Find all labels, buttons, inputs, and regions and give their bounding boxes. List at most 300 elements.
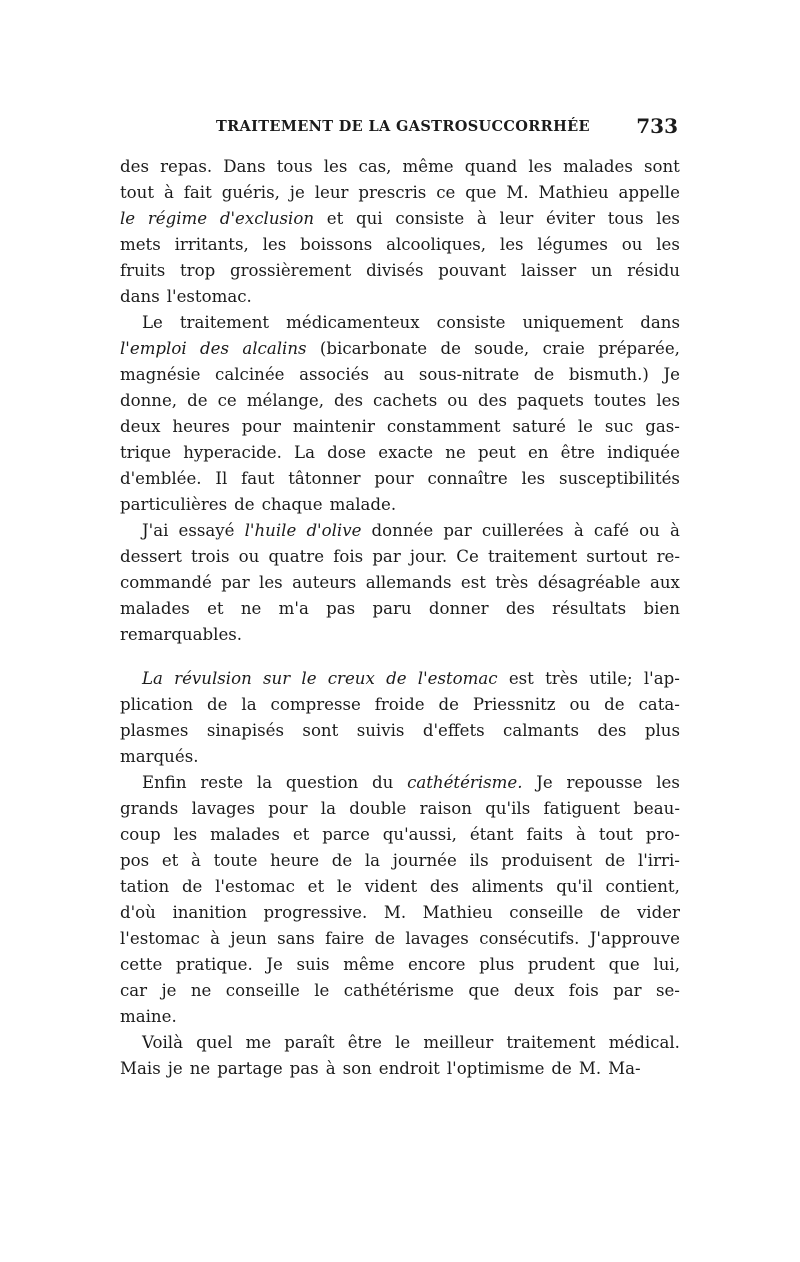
word: fatiguent: [543, 799, 621, 818]
word: double: [349, 799, 407, 818]
word: de: [533, 365, 555, 384]
word: de: [234, 495, 255, 514]
word: leur: [314, 183, 349, 202]
word: car: [120, 981, 148, 1000]
text-line: [120, 874, 680, 900]
word: divisés: [366, 261, 424, 280]
word: les: [173, 825, 198, 844]
word: ils: [469, 851, 489, 870]
word: les: [499, 235, 524, 254]
word: sont: [643, 157, 680, 176]
text-line: [120, 362, 680, 388]
word: hyperacide.: [183, 443, 282, 462]
word: craie: [542, 339, 585, 358]
word: de: [438, 695, 459, 714]
word: Ce: [456, 547, 479, 566]
word: malades: [210, 825, 280, 844]
word: l'estomac: [120, 929, 200, 948]
word: ne: [240, 599, 262, 618]
word: auteurs: [292, 573, 357, 592]
text-line: [120, 570, 680, 596]
word: par: [372, 547, 401, 566]
paragraph: [120, 518, 680, 648]
word: fois: [333, 547, 364, 566]
word: des: [334, 391, 363, 410]
word: de: [386, 669, 407, 688]
word: saturé: [512, 417, 566, 436]
word: l'optimisme: [446, 1059, 545, 1078]
word: médical.: [608, 1033, 680, 1052]
word: paquets: [517, 391, 584, 410]
word: l'emploi: [120, 339, 187, 358]
word: vident: [364, 877, 418, 896]
text-line: [120, 596, 680, 622]
word: des: [429, 877, 459, 896]
text-line: [120, 492, 680, 518]
word: sont: [302, 721, 339, 740]
word: le: [577, 417, 593, 436]
word: gas-: [645, 417, 680, 436]
word: lui,: [653, 955, 680, 974]
word: sans: [277, 929, 315, 948]
word: connaître: [427, 469, 508, 488]
word: contient,: [605, 877, 680, 896]
word: J'approuve: [589, 929, 680, 948]
word: tous: [607, 209, 644, 228]
word: je: [161, 981, 177, 1000]
word: aux: [649, 573, 680, 592]
word: le: [395, 1033, 411, 1052]
word: compresse: [270, 695, 361, 714]
word: le: [120, 209, 136, 228]
word: conseille: [225, 981, 300, 1000]
word: ou: [621, 235, 643, 254]
word: reste: [200, 773, 244, 792]
word: heure: [270, 851, 320, 870]
word: malades: [563, 157, 633, 176]
word: toutes: [593, 391, 647, 410]
word: trique: [120, 443, 172, 462]
word: Priessnitz: [472, 695, 556, 714]
word: donne,: [120, 391, 178, 410]
word: trois: [191, 547, 230, 566]
word: indiquée: [607, 443, 680, 462]
word: meilleur: [423, 1033, 494, 1052]
word: à: [573, 521, 584, 540]
text-line: [120, 310, 680, 336]
word: légumes: [537, 235, 608, 254]
word: de: [331, 851, 353, 870]
word: sinapisés: [206, 721, 285, 740]
word: paru: [372, 599, 412, 618]
word: je: [289, 183, 305, 202]
word: qu'ils: [485, 799, 531, 818]
body-text: [120, 154, 680, 1082]
word: l'estomac: [417, 669, 498, 688]
word: que: [608, 955, 640, 974]
word: tout: [598, 825, 633, 844]
word: qu'il: [556, 877, 593, 896]
word: pro-: [645, 825, 680, 844]
word: plication: [120, 695, 194, 714]
word: très: [545, 669, 578, 688]
word: vider: [636, 903, 680, 922]
word: bien: [643, 599, 680, 618]
text-line: [120, 622, 680, 648]
word: (bicarbonate: [319, 339, 428, 358]
text-line: [120, 1004, 680, 1030]
word: beau-: [633, 799, 680, 818]
word: à: [210, 929, 221, 948]
word: ou: [238, 547, 260, 566]
word: pos: [120, 851, 150, 870]
word: magnésie: [120, 365, 201, 384]
word: plus: [644, 721, 680, 740]
text-line: [120, 692, 680, 718]
word: Ma-: [608, 1059, 641, 1078]
word: peut: [477, 443, 516, 462]
word: la: [364, 851, 381, 870]
text-line: [120, 796, 680, 822]
word: sur: [263, 669, 291, 688]
word: m'a: [278, 599, 309, 618]
word: Mathieu: [538, 183, 609, 202]
word: à: [190, 851, 201, 870]
word: bismuth.): [568, 365, 649, 384]
word: boissons: [300, 235, 373, 254]
word: traitement: [179, 313, 270, 332]
word: suis: [296, 955, 330, 974]
text-line: [120, 1030, 680, 1056]
word: mets: [120, 235, 161, 254]
text-line: [120, 978, 680, 1004]
word: endroit: [378, 1059, 440, 1078]
word: les: [323, 157, 348, 176]
word: être: [347, 1033, 382, 1052]
word: éviter: [546, 209, 595, 228]
word: ce: [436, 183, 456, 202]
word: suc: [604, 417, 634, 436]
word: pour: [374, 469, 414, 488]
word: traitement: [487, 547, 578, 566]
word: à: [163, 183, 174, 202]
word: étant: [469, 825, 514, 844]
text-line: [120, 258, 680, 284]
word: quel: [196, 1033, 233, 1052]
word: donnée: [371, 521, 434, 540]
word: lavages: [191, 799, 255, 818]
word: les: [521, 469, 546, 488]
word: ne: [189, 1059, 211, 1078]
word: tous: [276, 157, 313, 176]
word: J'ai: [142, 521, 169, 540]
word: calcinée: [215, 365, 285, 384]
word: ou: [447, 391, 468, 410]
word: guéris,: [221, 183, 280, 202]
word: grands: [120, 799, 179, 818]
text-line: [120, 206, 680, 232]
word: Il: [215, 469, 228, 488]
word: grossièrement: [229, 261, 352, 280]
word: journée: [392, 851, 457, 870]
word: l'estomac.: [166, 287, 252, 306]
word: je: [167, 1059, 183, 1078]
word: les: [656, 391, 680, 410]
word: l'irri-: [637, 851, 680, 870]
text-line: [120, 822, 680, 848]
word: même: [343, 955, 395, 974]
word: Je: [266, 955, 283, 974]
word: dans: [120, 287, 160, 306]
word: La: [142, 669, 163, 688]
word: au: [383, 365, 405, 384]
word: café: [593, 521, 630, 540]
word: la: [320, 799, 336, 818]
text-line: [120, 466, 680, 492]
word: jeun: [230, 929, 267, 948]
word: cathétérisme.: [407, 773, 523, 792]
word: prescris: [358, 183, 427, 202]
word: Dans: [223, 157, 266, 176]
word: Mais: [120, 1059, 161, 1078]
word: repas.: [160, 157, 213, 176]
word: lavages: [405, 929, 469, 948]
text-line: [120, 284, 680, 310]
word: qu'aussi,: [382, 825, 457, 844]
text-line: [120, 900, 680, 926]
word: consécutifs.: [479, 929, 580, 948]
running-title: TRAITEMENT DE LA GASTROSUCCORRHÉE: [216, 118, 590, 135]
word: me: [245, 1033, 272, 1052]
paragraph: [120, 310, 680, 518]
word: de: [551, 1059, 572, 1078]
word: plus: [479, 955, 515, 974]
word: la: [256, 773, 273, 792]
text-line: [120, 518, 680, 544]
text-line: [120, 336, 680, 362]
word: deux: [513, 981, 555, 1000]
word: pas: [289, 1059, 319, 1078]
text-line: [120, 388, 680, 414]
word: la: [241, 695, 257, 714]
word: l'ap-: [643, 669, 680, 688]
word: d'olive: [306, 521, 362, 540]
word: faire: [325, 929, 365, 948]
word: les: [656, 209, 680, 228]
word: est: [460, 573, 486, 592]
word: faits: [526, 825, 564, 844]
text-line: [120, 180, 680, 206]
word: encore: [407, 955, 466, 974]
word: de: [604, 851, 626, 870]
running-header: [120, 114, 680, 140]
word: pour: [268, 799, 308, 818]
word: irritants,: [174, 235, 249, 254]
word: médicamenteux: [286, 313, 420, 332]
word: des: [505, 599, 535, 618]
word: et: [326, 209, 344, 228]
word: par: [613, 981, 642, 1000]
word: question: [285, 773, 359, 792]
word: ou: [569, 695, 591, 714]
word: de: [604, 695, 625, 714]
word: d'emblée.: [120, 469, 202, 488]
word: inanition: [172, 903, 247, 922]
word: prudent: [527, 955, 595, 974]
word: à: [669, 521, 680, 540]
word: jour.: [409, 547, 448, 566]
word: associés: [299, 365, 369, 384]
word: par: [221, 573, 250, 592]
text-line: [120, 414, 680, 440]
word: Enfin: [142, 773, 187, 792]
word: les: [262, 235, 287, 254]
word: faut: [241, 469, 275, 488]
word: révulsion: [174, 669, 252, 688]
word: traitement: [506, 1033, 596, 1052]
word: l'huile: [244, 521, 297, 540]
word: produisent: [501, 851, 593, 870]
word: commandé: [120, 573, 212, 592]
text-line: [120, 848, 680, 874]
text-line: [120, 544, 680, 570]
word: d'effets: [422, 721, 485, 740]
word: cata-: [638, 695, 680, 714]
word: susceptibilités: [558, 469, 680, 488]
word: même: [402, 157, 454, 176]
text-line: [120, 770, 680, 796]
word: remarquables.: [120, 625, 243, 644]
word: les: [259, 573, 283, 592]
word: tâtonner: [288, 469, 361, 488]
word: pas: [326, 599, 356, 618]
word: allemands: [365, 573, 452, 592]
word: M.: [506, 183, 529, 202]
word: dessert: [120, 547, 182, 566]
word: et: [161, 851, 179, 870]
word: les: [656, 773, 680, 792]
word: de: [187, 391, 208, 410]
word: se-: [655, 981, 680, 1000]
word: à: [575, 825, 586, 844]
word: très: [495, 573, 529, 592]
word: quatre: [268, 547, 325, 566]
word: l'estomac: [215, 877, 295, 896]
word: quand: [464, 157, 518, 176]
word: malade.: [329, 495, 397, 514]
word: du: [371, 773, 394, 792]
word: pour: [241, 417, 281, 436]
word: fruits: [120, 261, 166, 280]
word: un: [590, 261, 613, 280]
word: donner: [428, 599, 489, 618]
word: M.: [578, 1059, 602, 1078]
word: conseille: [509, 903, 584, 922]
word: de: [599, 903, 621, 922]
word: dose: [327, 443, 367, 462]
word: fois: [568, 981, 599, 1000]
word: le: [336, 877, 352, 896]
word: trop: [180, 261, 216, 280]
word: de: [440, 339, 461, 358]
word: en: [527, 443, 549, 462]
word: de: [207, 695, 228, 714]
word: progressive.: [263, 903, 368, 922]
word: suivis: [356, 721, 405, 740]
word: raison: [419, 799, 472, 818]
word: maintenir: [292, 417, 375, 436]
paragraph: [120, 154, 680, 310]
word: toute: [213, 851, 258, 870]
word: maine.: [120, 1007, 177, 1026]
word: essayé: [178, 521, 235, 540]
word: ou: [639, 521, 660, 540]
word: alcalins: [242, 339, 307, 358]
word: le: [314, 981, 330, 1000]
word: des: [200, 339, 229, 358]
word: ce: [217, 391, 237, 410]
text-line: [120, 232, 680, 258]
word: d'où: [120, 903, 156, 922]
word: uniquement: [522, 313, 624, 332]
word: pouvant: [438, 261, 507, 280]
page-number: 733: [636, 114, 678, 138]
word: des: [120, 157, 149, 176]
word: les: [528, 157, 552, 176]
word: à: [476, 209, 487, 228]
word: résultats: [552, 599, 627, 618]
word: paraît: [284, 1033, 335, 1052]
word: alcooliques,: [386, 235, 487, 254]
word: et: [207, 599, 224, 618]
word: aliments: [471, 877, 544, 896]
word: plasmes: [120, 721, 189, 740]
word: cas,: [358, 157, 392, 176]
paragraph: [120, 770, 680, 1030]
text-line: [120, 926, 680, 952]
word: surtout: [586, 547, 648, 566]
word: d'exclusion: [219, 209, 315, 228]
word: son: [342, 1059, 372, 1078]
word: laisser: [520, 261, 577, 280]
word: ne: [190, 981, 212, 1000]
text-line: [120, 718, 680, 744]
word: partage: [217, 1059, 283, 1078]
word: sous-nitrate: [418, 365, 520, 384]
word: résidu: [627, 261, 680, 280]
word: cuillerées: [481, 521, 564, 540]
word: préparée,: [598, 339, 680, 358]
word: Je: [663, 365, 680, 384]
text-line: [120, 154, 680, 180]
word: coup: [120, 825, 161, 844]
word: M.: [383, 903, 407, 922]
word: fait: [183, 183, 212, 202]
word: Mathieu: [422, 903, 493, 922]
word: malades: [120, 599, 190, 618]
paragraph: [120, 666, 680, 770]
word: tation: [120, 877, 170, 896]
word: froide: [374, 695, 425, 714]
text-line: [120, 744, 680, 770]
word: être: [560, 443, 595, 462]
word: leur: [499, 209, 534, 228]
word: soude,: [474, 339, 530, 358]
word: de: [181, 877, 203, 896]
word: calmants: [503, 721, 580, 740]
word: le: [301, 669, 317, 688]
word: mélange,: [246, 391, 324, 410]
